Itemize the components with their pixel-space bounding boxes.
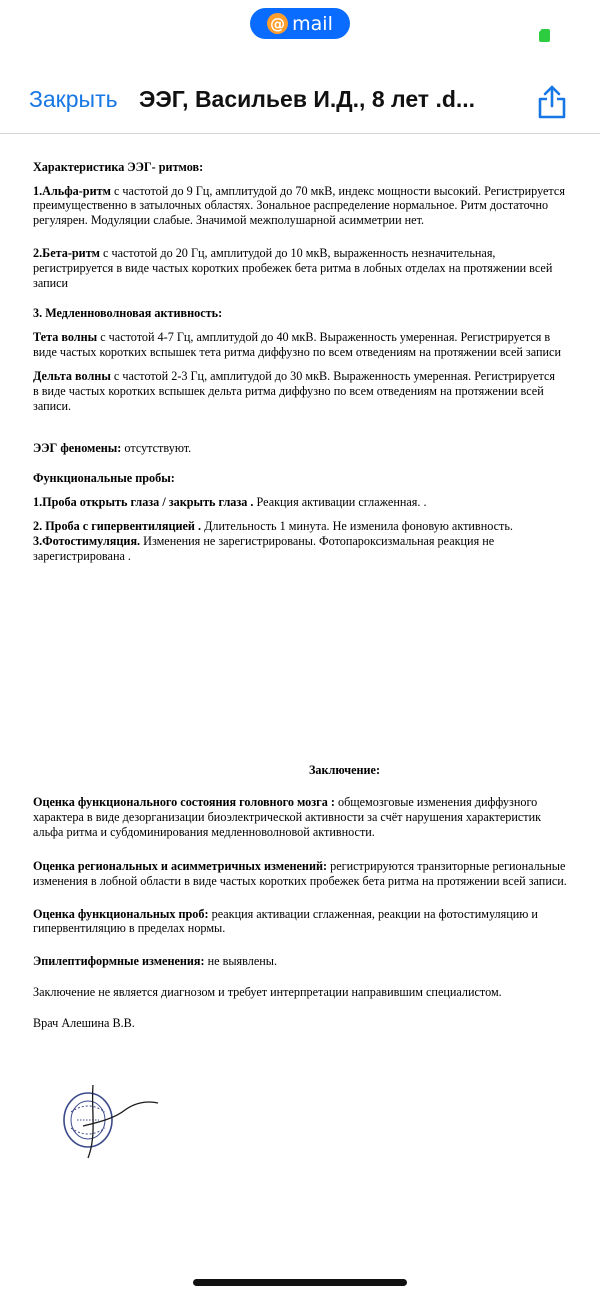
status-bar xyxy=(0,0,600,60)
functional-line-2: характера в виде дезорганизации биоэлектрической активности за счёт нарушения характеристик xyxy=(33,810,542,824)
functional-line-1: Оценка функционального состояния головного мозга : общемозговые изменения диффузного xyxy=(33,795,538,809)
alpha-label: 1.Альфа-ритм xyxy=(33,184,111,198)
mail-badge-label: mail xyxy=(292,12,333,35)
theta-label: Тета волны xyxy=(33,330,98,344)
test-1-line: 1.Проба открыть глаза / закрыть глаза . Реакция активации сглаженная. . xyxy=(33,495,427,509)
delta-label: Дельта волны xyxy=(33,369,111,383)
stamp-icon xyxy=(55,1080,165,1160)
beta-line-1: 2.Бета-ритм с частотой до 20 Гц, амплитудой до 10 мкВ, выраженность незначительная, xyxy=(33,246,496,260)
conclusion-title: Заключение: xyxy=(309,763,381,777)
slow-wave-heading: 3. Медленноволновая активность: xyxy=(33,306,223,320)
share-icon[interactable] xyxy=(536,84,568,120)
beta-line-2: регистрируется в виде частых коротких пробежек бета ритма в лобных отделах на протяжении всей xyxy=(33,261,553,275)
doctor-signature-line: Врач Алешина В.В. xyxy=(33,1016,135,1030)
epileptiform-line: Эпилептиформные изменения: не выявлены. xyxy=(33,954,278,968)
alpha-line-1: 1.Альфа-ритм с частотой до 9 Гц, амплитудой до 70 мкВ, индекс мощности высокий. Регистрируется xyxy=(33,184,565,198)
test-3-line-1: 3.Фотостимуляция. Изменения не зарегистрированы. Фотопароксизмальная реакция не xyxy=(33,534,495,548)
functional-line-3: альфа ритма и субдоминирования медленноволновой активности. xyxy=(33,825,375,839)
document-title: ЭЭГ, Васильев И.Д., 8 лет .d... xyxy=(139,86,476,112)
document-page xyxy=(33,150,600,1050)
tests-eval-line-2: гипервентиляцию в пределах нормы. xyxy=(33,921,226,935)
theta-line-1: Тета волны с частотой 4-7 Гц, амплитудой до 40 мкВ. Выраженность умеренная. Регистрируется в xyxy=(33,330,551,344)
signature-icon xyxy=(83,1085,158,1158)
theta-line-2: виде частых коротких вспышек тета ритма диффузно по всем отведениям на протяжении всей записи xyxy=(33,345,561,359)
regional-line-2: изменения в лобной области в виде частых коротких пробежек бета ритма на протяжении всей записи. xyxy=(33,874,567,888)
disclaimer: Заключение не является диагнозом и требует интерпретации направившим специалистом. xyxy=(33,985,502,999)
nav-bar xyxy=(0,70,600,134)
regional-line-1: Оценка региональных и асимметричных изменений: регистрируются транзиторные региональные xyxy=(33,859,566,873)
rhythms-heading: Характеристика ЭЭГ- ритмов: xyxy=(33,160,204,174)
alpha-line-2: преимущественно в затылочных областях. Зональное распределение нормальное. Ритм достаточно xyxy=(33,198,549,212)
beta-label: 2.Бета-ритм xyxy=(33,246,100,260)
close-button[interactable]: Закрыть xyxy=(29,86,118,112)
beta-line-3: записи xyxy=(33,276,69,290)
mail-at-icon: @ xyxy=(267,13,288,34)
delta-line-2: в виде частых коротких вспышек дельта ритма диффузно по всем отведениям на протяжении всей xyxy=(33,384,544,398)
delta-line-3: записи. xyxy=(33,399,72,413)
test-3-line-2: зарегистрирована . xyxy=(33,549,131,563)
home-indicator[interactable] xyxy=(193,1279,407,1286)
tests-heading: Функциональные пробы: xyxy=(33,471,175,485)
tests-eval-line-1: Оценка функциональных проб: реакция активации сглаженная, реакции на фотостимуляцию и xyxy=(33,907,538,921)
mail-app-badge[interactable] xyxy=(250,8,350,39)
delta-line-1: Дельта волны с частотой 2-3 Гц, амплитудой до 30 мкВ. Выраженность умеренная. Регистрируется xyxy=(33,369,556,383)
phenomena-line: ЭЭГ феномены: отсутствуют. xyxy=(33,441,192,455)
alpha-line-3: регулярен. Модуляции слабые. Значимой межполушарной асимметрии нет. xyxy=(33,213,425,227)
test-2-line: 2. Проба с гипервентиляцией . Длительность 1 минута. Не изменила фоновую активность. xyxy=(33,519,513,533)
indicator-icon xyxy=(539,29,550,42)
